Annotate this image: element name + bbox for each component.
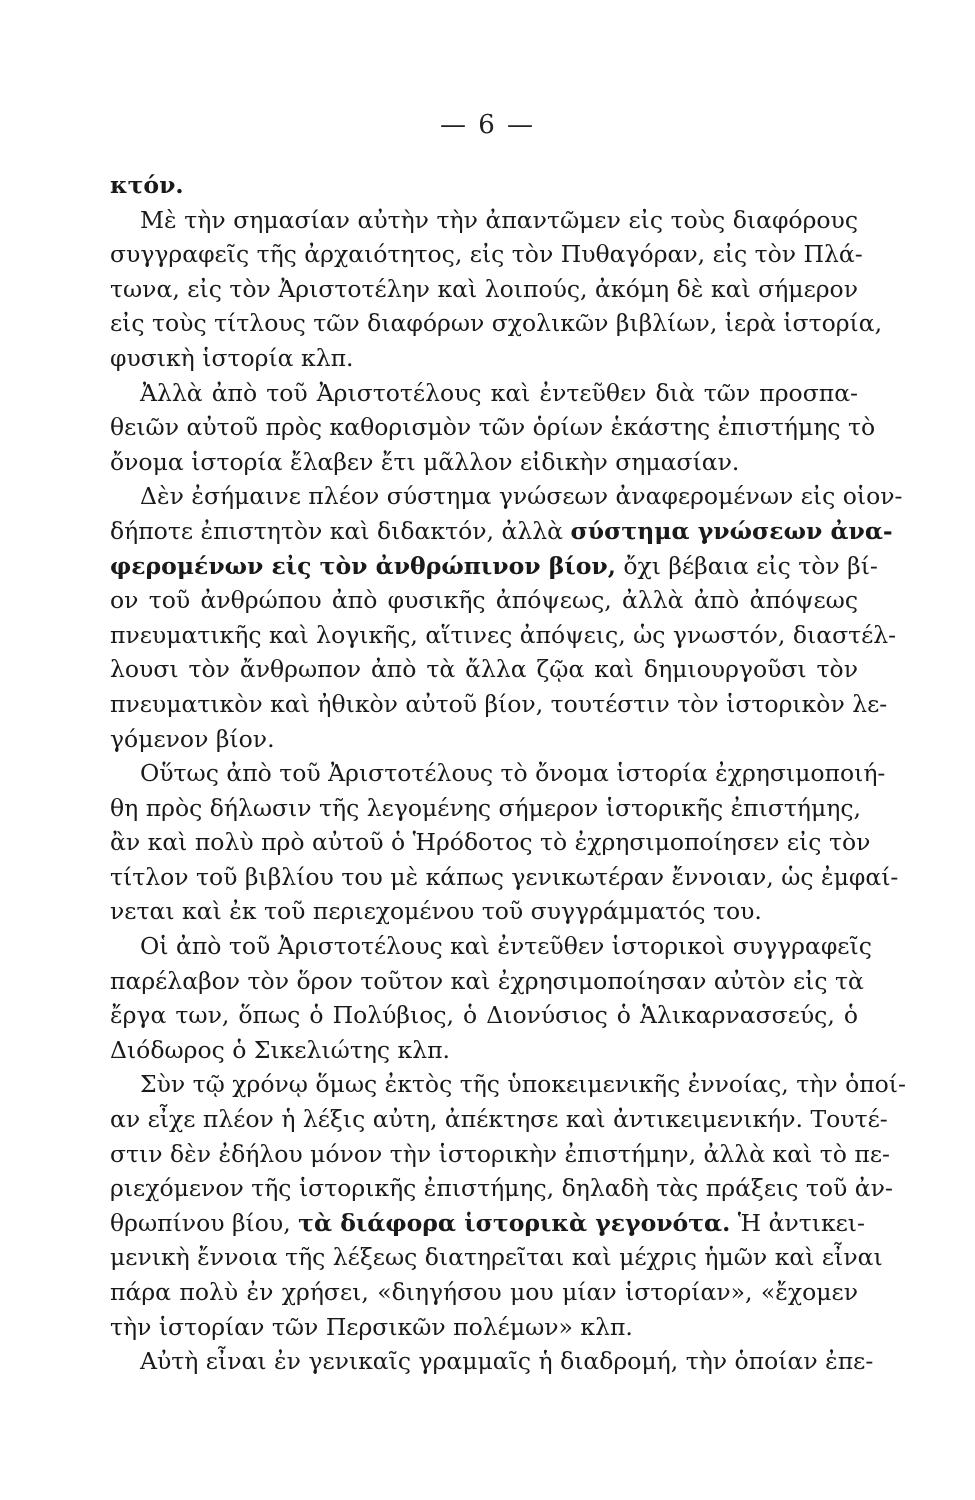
text-segment: πνευματικῆς καὶ λογικῆς, αἵτινες ἀπόψεις, ὡς γνωστόν, διαστέλ- xyxy=(110,620,897,649)
text-segment: τωνα, εἰς τὸν Ἀριστοτέλην καὶ λοιπούς, ἀκόμη δὲ καὶ σήμερον xyxy=(110,274,858,303)
text-segment: Ἀλλὰ ἀπὸ τοῦ Ἀριστοτέλους καὶ ἐντεῦθεν διὰ τῶν προσπα- xyxy=(140,378,858,407)
text-segment: Οἱ ἀπὸ τοῦ Ἀριστοτέλους καὶ ἐντεῦθεν ἱστορικοὶ συγγραφεῖς xyxy=(140,932,872,961)
text-segment: Οὕτως ἀπὸ τοῦ Ἀριστοτέλους τὸ ὄνομα ἱστορία ἐχρησιμοποιή- xyxy=(140,759,886,788)
text-segment: δήποτε ἐπιστητὸν καὶ διδακτόν, ἀλλὰ xyxy=(110,516,571,545)
text-segment: στιν δὲν ἐδήλου μόνον τὴν ἱστορικὴν ἐπιστήμην, ἀλλὰ καὶ τὸ πε- xyxy=(110,1139,890,1168)
text-line xyxy=(110,964,864,999)
text-line xyxy=(110,998,858,1033)
text-line xyxy=(110,1310,858,1345)
text-line xyxy=(110,1033,858,1068)
text-line xyxy=(110,618,897,653)
text-segment: γόμενον βίον. xyxy=(110,724,275,753)
text-segment: ον τοῦ ἀνθρώπου ἀπὸ φυσικῆς ἀπόψεως, ἀλλὰ ἀπὸ ἀπόψεως xyxy=(110,586,858,615)
text-line xyxy=(110,514,893,549)
text-line xyxy=(110,272,858,307)
text-line xyxy=(110,306,883,341)
text-line xyxy=(110,1240,883,1275)
text-line xyxy=(110,791,861,826)
text-segment: Δὲν ἐσήμαινε πλέον σύστημα γνώσεων ἀναφερομένων εἰς οἱον- xyxy=(140,482,903,511)
text-segment: τὴν ἱστορίαν τῶν Περσικῶν πολέμων» κλπ. xyxy=(110,1312,633,1341)
text-segment: θη πρὸς δήλωσιν τῆς λεγομένης σήμερον ἱστορικῆς ἐπιστήμης, xyxy=(110,793,861,822)
text-line xyxy=(110,860,899,895)
text-segment: εἰς τοὺς τίτλους τῶν διαφόρων σχολικῶν βιβλίων, ἱερὰ ἱστορία, xyxy=(110,309,883,338)
text-segment: πνευματικὸν καὶ ἠθικὸν αὐτοῦ βίον, τουτέστιν τὸν ἱστορικὸν λε- xyxy=(110,689,888,718)
text-line xyxy=(110,894,858,929)
text-segment: Σὺν τῷ χρόνῳ ὅμως ἐκτὸς τῆς ὑποκειμενικῆς ἐννοίας, τὴν ὁποί- xyxy=(140,1070,906,1099)
text-segment: φυσικὴ ἱστορία κλπ. xyxy=(110,343,354,372)
text-segment: Διόδωρος ὁ Σικελιώτης κλπ. xyxy=(110,1035,451,1064)
text-segment: παρέλαβον τὸν ὅρον τοῦτον καὶ ἐχρησιμοποίησαν αὐτὸν εἰς τὰ xyxy=(110,966,864,995)
text-line xyxy=(110,825,871,860)
text-line xyxy=(110,237,863,272)
text-segment: τίτλον τοῦ βιβλίου του μὲ κάπως γενικωτέραν ἔννοιαν, ὡς ἐμφαί- xyxy=(110,862,899,891)
text-line xyxy=(110,1275,858,1310)
text-segment: συγγραφεῖς τῆς ἀρχαιότητος, εἰς τὸν Πυθαγόραν, εἰς τὸν Πλά- xyxy=(110,240,863,269)
text-segment: νεται καὶ ἐκ τοῦ περιεχομένου τοῦ συγγράμματός του. xyxy=(110,897,762,926)
text-segment: αν εἶχε πλέον ἡ λέξις αὐτη, ἀπέκτησε καὶ ἀντικειμενικήν. Τουτέ- xyxy=(110,1105,888,1134)
text-line xyxy=(110,722,858,757)
text-line xyxy=(110,549,878,584)
text-line xyxy=(110,1171,893,1206)
text-segment: πάρα πολὺ ἐν χρήσει, «διηγήσου μου μίαν ἱστορίαν», «ἔχομεν xyxy=(110,1278,858,1306)
text-line xyxy=(110,1067,906,1102)
text-segment: θρωπίνου βίου, xyxy=(110,1208,299,1237)
text-line xyxy=(110,341,858,376)
text-segment: λουσι τὸν ἄνθρωπον ἀπὸ τὰ ἄλλα ζῷα καὶ δημιουργοῦσι τὸν xyxy=(110,655,858,684)
text-line xyxy=(110,1344,874,1379)
body-text xyxy=(110,168,906,1379)
text-line xyxy=(110,1137,890,1172)
text-line xyxy=(110,583,858,618)
bold-text-segment: φερομένων εἰς τὸν ἀνθρώπινον βίον, xyxy=(110,551,616,580)
text-segment: Ἡ ἀντικει- xyxy=(730,1208,865,1237)
text-line xyxy=(110,1102,888,1137)
page-number: — 6 — xyxy=(439,110,536,140)
bold-text-segment: σύστημα γνώσεων ἀνα- xyxy=(570,516,893,545)
text-segment: Μὲ τὴν σημασίαν αὐτὴν τὴν ἀπαντῶμεν εἰς τοὺς διαφόρους xyxy=(140,205,858,234)
text-line xyxy=(110,1206,865,1241)
text-line xyxy=(110,410,876,445)
text-segment: ἔργα των, ὅπως ὁ Πολύβιος, ὁ Διονύσιος ὁ Ἁλικαρνασσεύς, ὁ xyxy=(110,1001,858,1030)
text-line xyxy=(110,203,858,238)
text-line xyxy=(110,479,903,514)
text-segment: ὄνομα ἱστορία ἔλαβεν ἔτι μᾶλλον εἰδικὴν σημασίαν. xyxy=(110,447,740,476)
text-segment: Αὐτὴ εἶναι ἐν γενικαῖς γραμμαῖς ἡ διαδρομή, τὴν ὁποίαν ἐπε- xyxy=(140,1347,874,1376)
text-segment: ἂν καὶ πολὺ πρὸ αὐτοῦ ὁ Ἡρόδοτος τὸ ἐχρησιμοποίησεν εἰς τὸν xyxy=(110,828,871,857)
text-line xyxy=(110,929,872,964)
text-line xyxy=(110,687,888,722)
text-segment: ριεχόμενον τῆς ἱστορικῆς ἐπιστήμης, δηλαδὴ τὰς πράξεις τοῦ ἀν- xyxy=(110,1174,893,1203)
text-segment: κτόν. xyxy=(110,171,184,199)
text-segment: θειῶν αὐτοῦ πρὸς καθορισμὸν τῶν ὁρίων ἑκάστης ἐπιστήμης τὸ xyxy=(110,413,876,442)
bold-text-segment: τὰ διάφορα ἱστορικὰ γεγονότα. xyxy=(298,1208,731,1237)
text-line xyxy=(110,445,858,480)
text-segment: μενικὴ ἔννοια τῆς λέξεως διατηρεῖται καὶ μέχρις ἡμῶν καὶ εἶναι xyxy=(110,1243,883,1272)
text-line xyxy=(110,652,858,687)
text-line xyxy=(110,756,886,791)
text-line xyxy=(110,376,858,411)
text-segment: ὄχι βέβαια εἰς τὸν βί- xyxy=(615,551,878,580)
text-line xyxy=(110,168,858,203)
